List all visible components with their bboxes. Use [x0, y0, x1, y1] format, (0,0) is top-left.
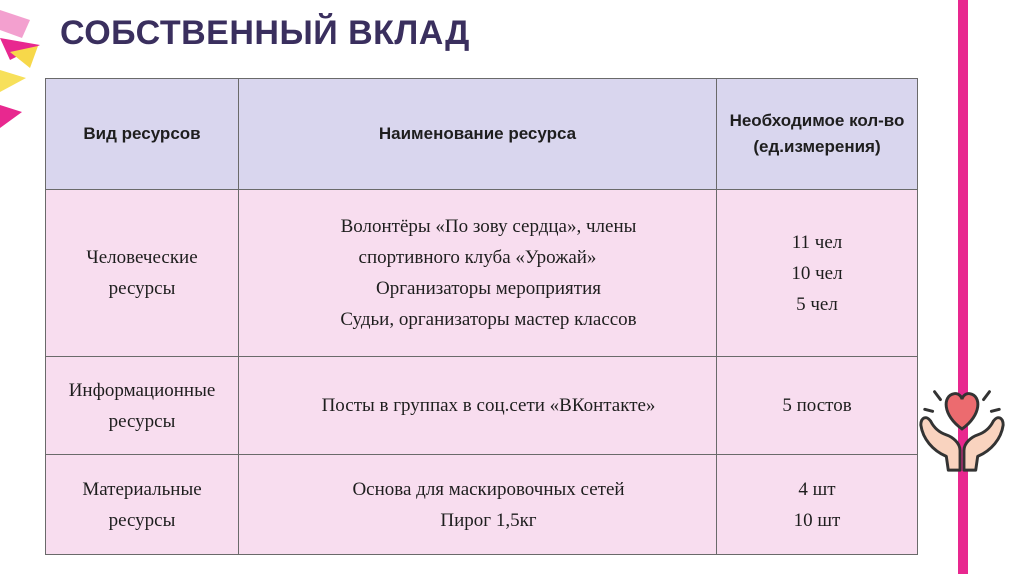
cell-quantity: 11 чел 10 чел 5 чел [717, 190, 918, 357]
cell-resource-type: Материальные ресурсы [46, 455, 239, 555]
cell-resource-name: Основа для маскировочных сетей Пирог 1,5кг [239, 455, 717, 555]
cell-resource-name: Волонтёры «По зову сердца», члены спортивного клуба «Урожай» Организаторы мероприятия Судьи, организаторы мастер классов [239, 190, 717, 357]
header-quantity: Необходимое кол-во (ед.измерения) [717, 79, 918, 190]
accent-bar [958, 0, 968, 574]
page-title: СОБСТВЕННЫЙ ВКЛАД [60, 14, 470, 52]
table-row [46, 455, 918, 555]
header-resource-type: Вид ресурсов [46, 79, 239, 190]
cell-resource-type: Человеческие ресурсы [46, 190, 239, 357]
table-row [46, 357, 918, 455]
cell-resource-name: Посты в группах в соц.сети «ВКонтакте» [239, 357, 717, 455]
cell-resource-type: Информационные ресурсы [46, 357, 239, 455]
heart-hands-icon [913, 378, 1011, 476]
resources-table [45, 78, 918, 555]
cell-quantity: 4 шт 10 шт [717, 455, 918, 555]
cell-quantity: 5 постов [717, 357, 918, 455]
header-resource-name: Наименование ресурса [239, 79, 717, 190]
star-burst-icon [0, 0, 50, 140]
table-header-row [46, 79, 918, 190]
table-row [46, 190, 918, 357]
